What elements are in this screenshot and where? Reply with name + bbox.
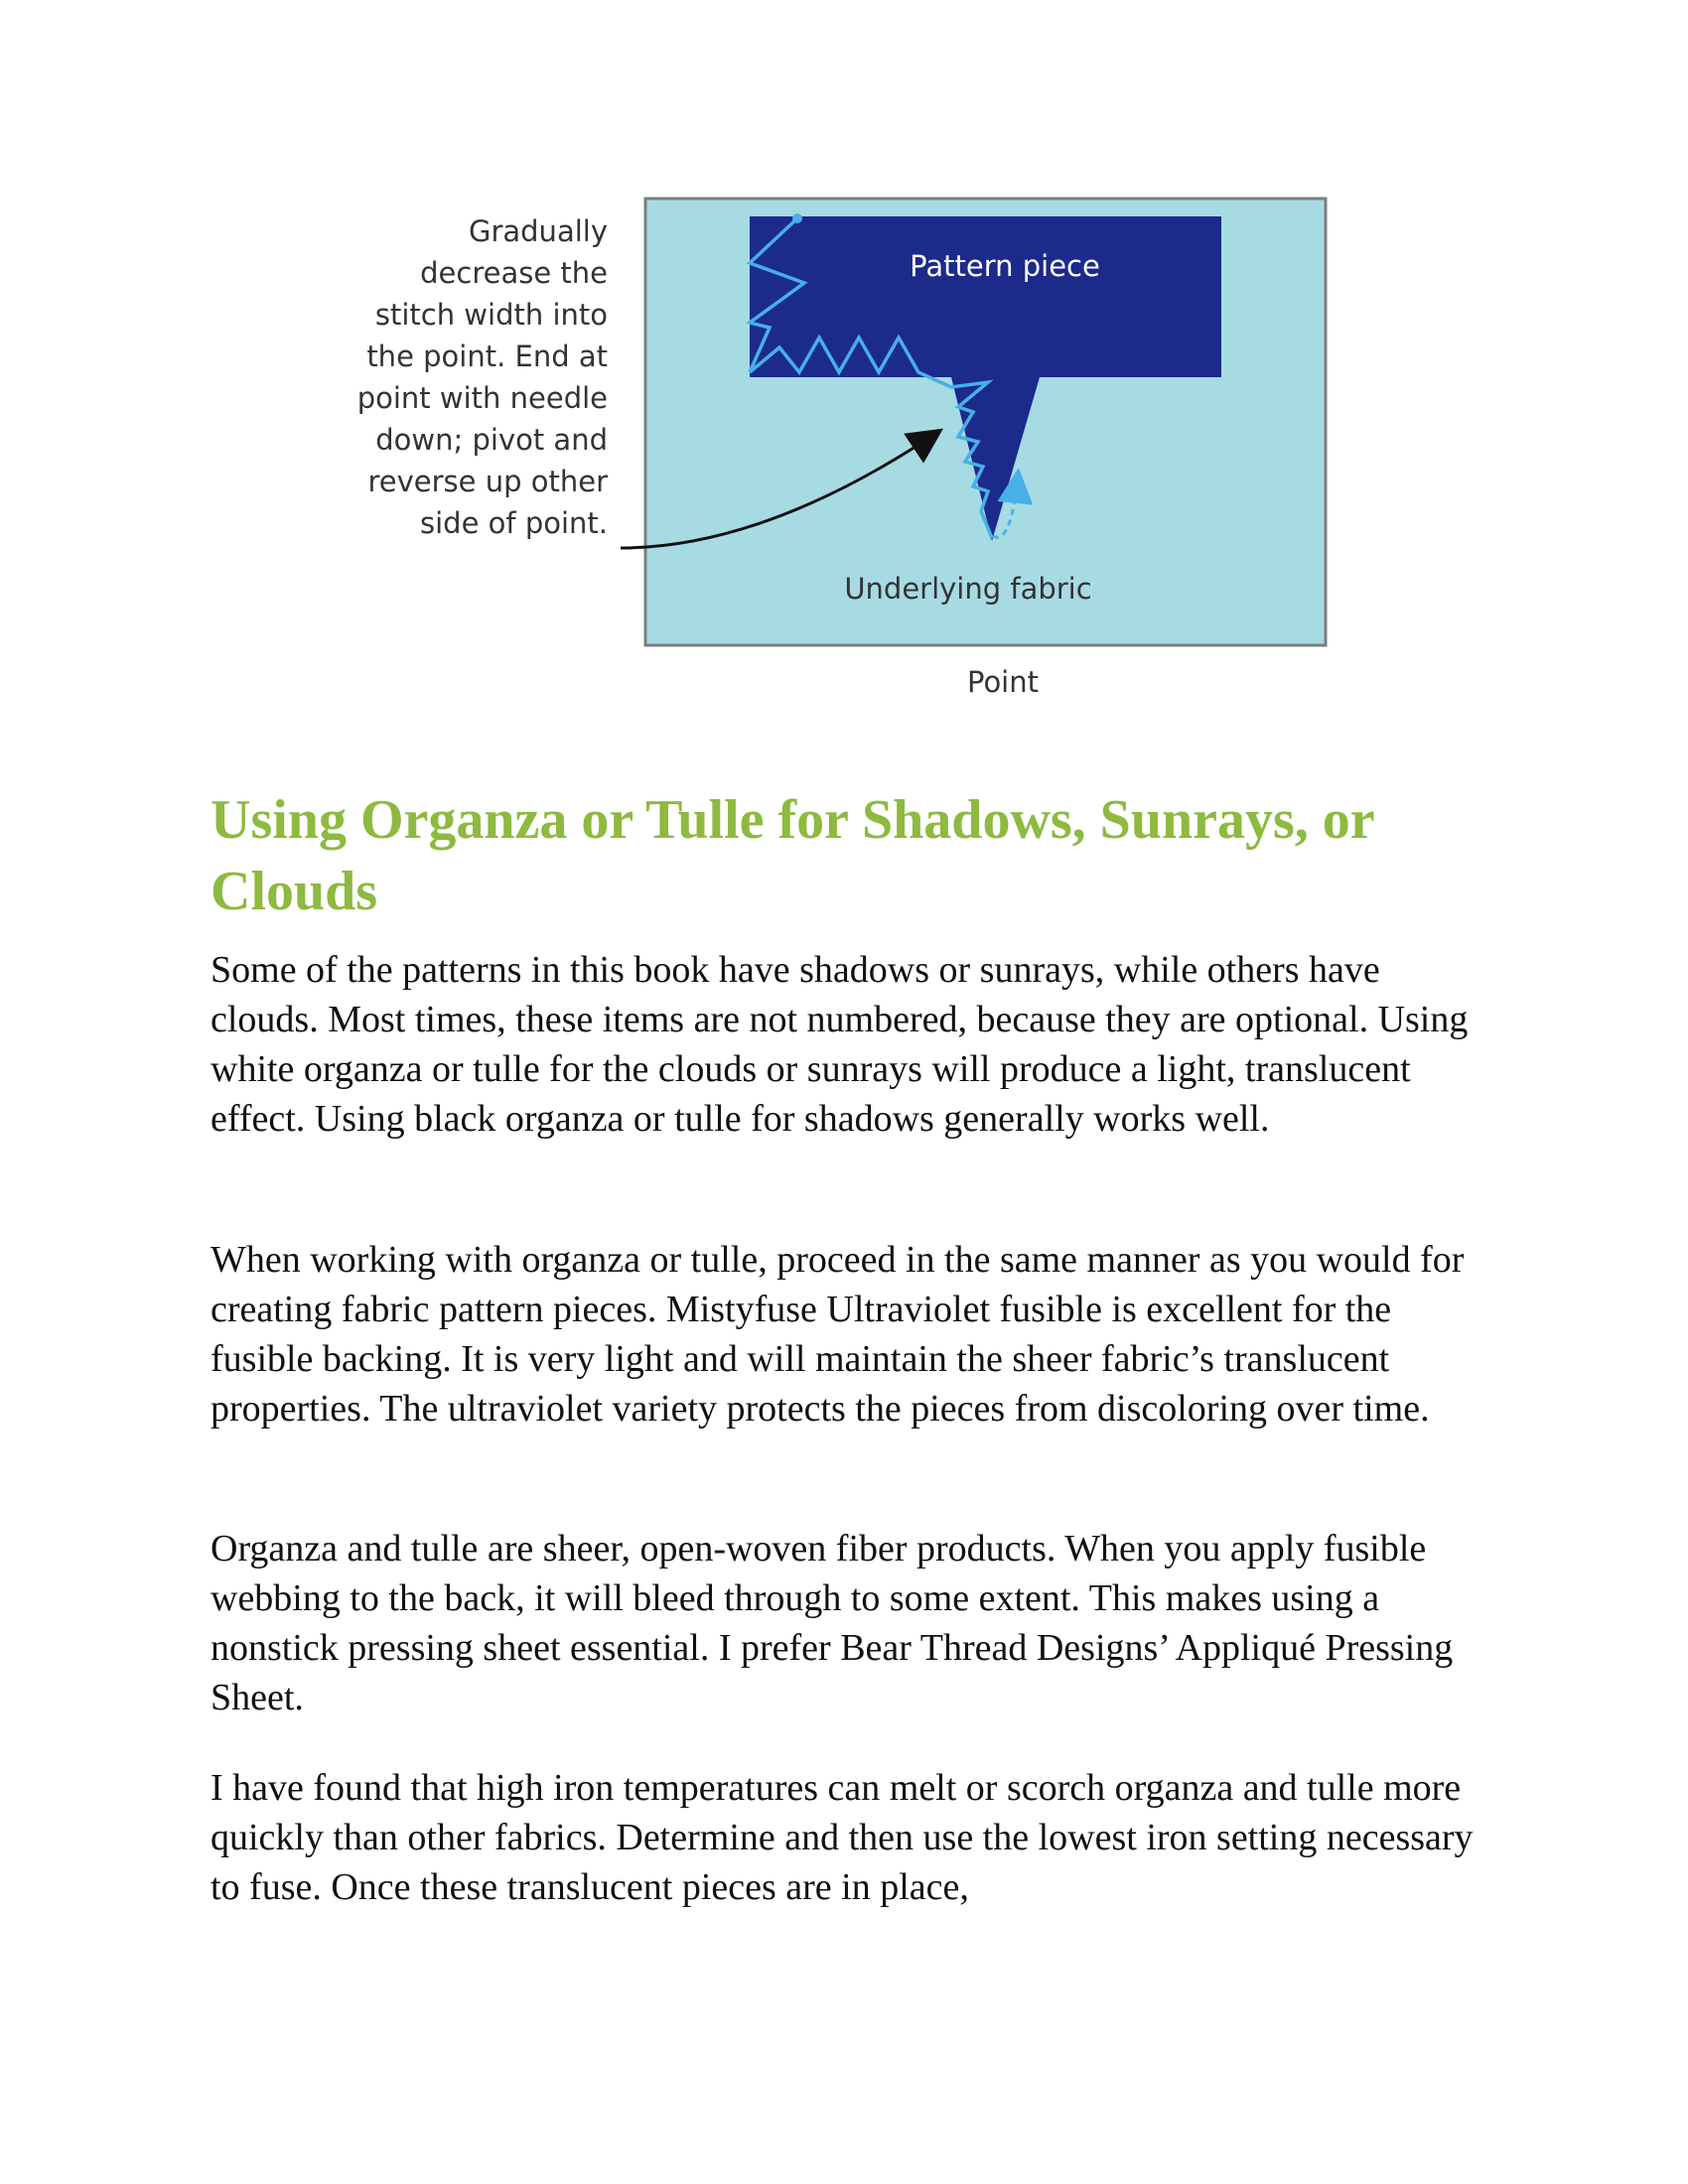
body-paragraph-2: When working with organza or tulle, proceed in the same manner as you would for creating fabric pattern pieces. Mistyfuse Ultraviolet fusible is excellent for the fusible backing. It is very light and will maintain the sheer fabric’s translucent properties. The ultraviolet variety protects the pieces from discoloring over time.: [211, 1239, 1465, 1430]
stitch-point-diagram: [596, 189, 1350, 715]
section-heading: Using Organza or Tulle for Shadows, Sunrays, or Clouds: [211, 789, 1374, 922]
diagram-callout-text: Gradually decrease the stitch width into the point. End at point with needle down; pivot and reverse up other side of point.: [356, 214, 608, 540]
body-paragraph-1: Some of the patterns in this book have shadows or sunrays, while others have clouds. Most times, these items are not numbered, because they are optional. Using white organza or tulle for the clouds or sunrays will produce a light, translucent effect. Using black organza or tulle for shadows generally works well.: [211, 949, 1469, 1140]
pattern-piece-label: Pattern piece: [910, 249, 1100, 283]
body-paragraph-3: Organza and tulle are sheer, open-woven fiber products. When you apply fusible webbing to the back, it will bleed through to some extent. This makes using a nonstick pressing sheet essential. I prefer Bear Thread Designs’ Appliqué Pressing Sheet.: [211, 1528, 1454, 1718]
figure-caption: Point: [966, 665, 1039, 699]
underlying-fabric-label: Underlying fabric: [844, 572, 1092, 606]
stitch-start-dot: [792, 213, 802, 223]
body-paragraph-4: I have found that high iron temperatures can melt or scorch organza and tulle more quickly than other fabrics. Determine and then use the lowest iron setting necessary to fuse. Once these translucent pieces are in place,: [211, 1767, 1474, 1908]
